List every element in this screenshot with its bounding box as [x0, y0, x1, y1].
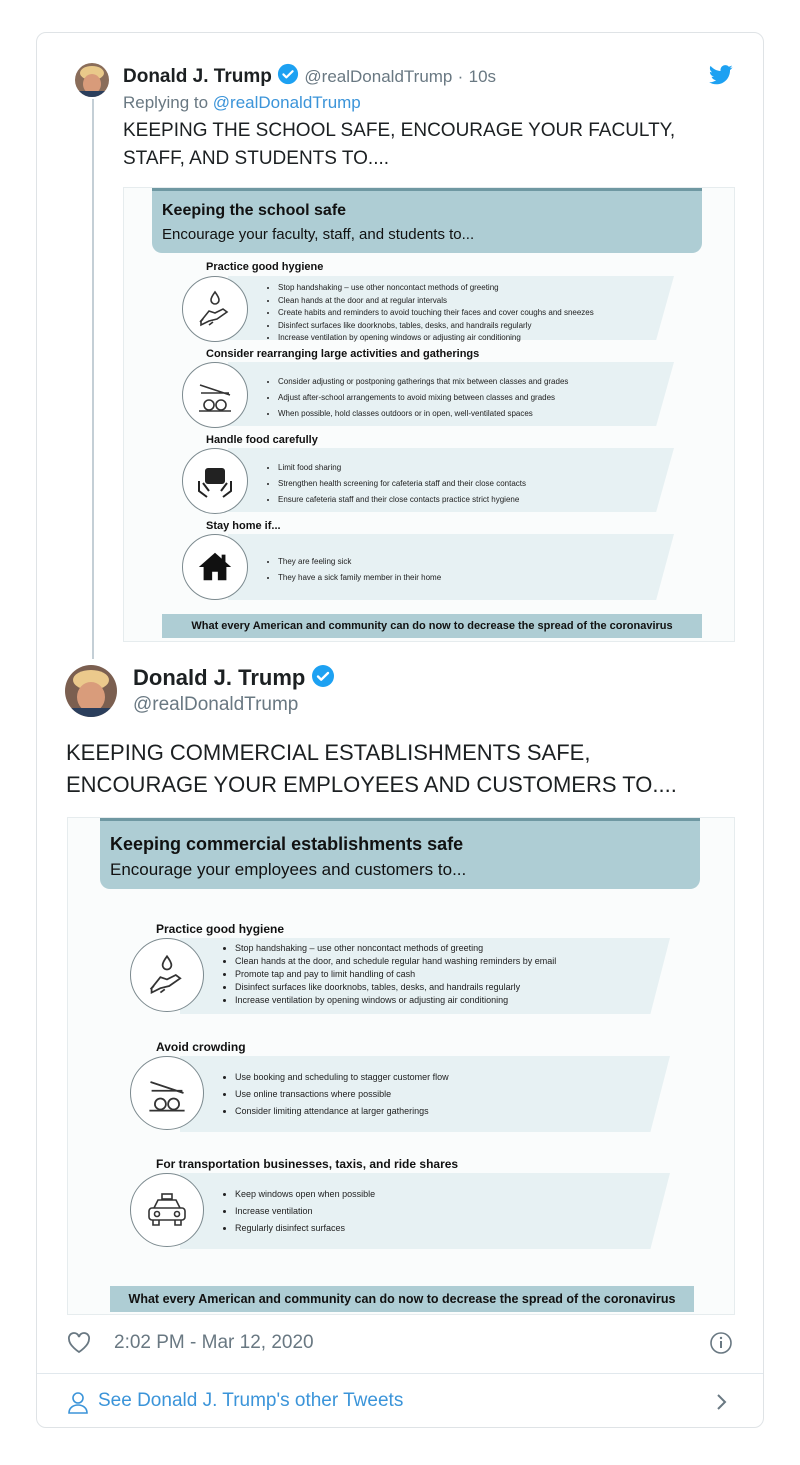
section-title: Practice good hygiene: [206, 261, 324, 273]
list-item: • Increase ventilation by opening windows or adjusting air conditioning: [235, 994, 556, 1007]
infographic-title: Keeping the school safe: [162, 202, 347, 219]
section-title: Consider rearranging large activities and gatherings: [206, 348, 480, 360]
list-item: • Stop handshaking – use other noncontact methods of greeting: [235, 942, 556, 955]
tweet-text-line: KEEPING THE SCHOOL SAFE, ENCOURAGE YOUR FACULTY,: [123, 120, 676, 141]
commercial-infographic-image[interactable]: [67, 817, 735, 1315]
list-item: • Strengthen health screening for cafeteria staff and their close contacts: [278, 476, 526, 492]
list-item: • Consider limiting attendance at larger gatherings: [235, 1103, 449, 1120]
handwashing-icon: [130, 938, 204, 1012]
info-icon[interactable]: [709, 1331, 733, 1360]
avatar[interactable]: [65, 665, 117, 717]
divider: [37, 1373, 763, 1374]
list-item: • Use booking and scheduling to stagger customer flow: [235, 1069, 449, 1086]
list-item: • Disinfect surfaces like doorknobs, tables, desks, and handrails regularly: [278, 320, 594, 333]
infographic-subtitle: Encourage your faculty, staff, and students to...: [162, 226, 475, 243]
embedded-tweet-card: [36, 32, 764, 1428]
taxi-icon: [130, 1173, 204, 1247]
tweet-text-line: STAFF, AND STUDENTS TO....: [123, 148, 390, 169]
tweet-time-ago[interactable]: 10s: [468, 67, 497, 87]
infographic-subtitle: Encourage your employees and customers to...: [110, 860, 467, 879]
verified-badge-icon: [277, 63, 299, 91]
infographic-footer-banner: What every American and community can do now to decrease the spread of the coronavirus: [162, 614, 702, 638]
infographic-footer-banner: What every American and community can do now to decrease the spread of the coronavirus: [110, 1286, 694, 1312]
infographic-header-banner: [152, 188, 702, 253]
section-title: Avoid crowding: [156, 1040, 246, 1054]
list-item: • Increase ventilation: [235, 1203, 375, 1220]
list-item: • Regularly disinfect surfaces: [235, 1220, 375, 1237]
list-item: • Promote tap and pay to limit handling of cash: [235, 968, 556, 981]
author-handle[interactable]: @realDonaldTrump: [304, 67, 453, 87]
list-item: • When possible, hold classes outdoors or in open, well-ventilated spaces: [278, 406, 568, 422]
author-name[interactable]: Donald J. Trump: [123, 66, 272, 88]
list-item: • Stop handshaking – use other noncontact methods of greeting: [278, 282, 594, 295]
replying-prefix: Replying to: [123, 93, 209, 112]
tweet-timestamp[interactable]: 2:02 PM - Mar 12, 2020: [114, 1332, 314, 1353]
list-item: • Keep windows open when possible: [235, 1186, 375, 1203]
avatar[interactable]: [75, 63, 109, 97]
list-item: • Increase ventilation by opening windows or adjusting air conditioning: [278, 332, 594, 345]
section-title: Stay home if...: [206, 520, 281, 532]
separator-dot: ·: [457, 67, 464, 87]
section-title: Handle food carefully: [206, 434, 318, 446]
school-infographic-image[interactable]: [123, 187, 735, 642]
handwashing-icon: [182, 276, 248, 342]
list-item: • Ensure cafeteria staff and their close contacts practice strict hygiene: [278, 492, 526, 508]
list-item: • They have a sick family member in their home: [278, 570, 441, 586]
see-other-tweets-label[interactable]: See Donald J. Trump's other Tweets: [98, 1390, 404, 1411]
author-handle[interactable]: @realDonaldTrump: [133, 694, 299, 715]
author-name[interactable]: Donald J. Trump: [133, 664, 306, 690]
list-item: • Disinfect surfaces like doorknobs, tables, desks, and handrails regularly: [235, 981, 556, 994]
section-title: Practice good hygiene: [156, 922, 285, 936]
food-care-icon: [182, 448, 248, 514]
person-icon: [67, 1391, 89, 1420]
like-heart-icon[interactable]: [67, 1332, 91, 1359]
list-item: • They are feeling sick: [278, 554, 441, 570]
list-item: • Consider adjusting or postponing gatherings that mix between classes and grades: [278, 374, 568, 390]
chevron-right-icon: [715, 1392, 729, 1417]
list-item: • Clean hands at the door and at regular intervals: [278, 295, 594, 308]
see-other-tweets-link[interactable]: [67, 1389, 733, 1415]
list-item: • Use online transactions where possible: [235, 1086, 449, 1103]
replying-to-link[interactable]: @realDonaldTrump: [212, 93, 361, 112]
verified-badge-icon: [311, 664, 335, 694]
house-icon: [182, 534, 248, 600]
list-item: • Limit food sharing: [278, 460, 526, 476]
tweet-text-line: ENCOURAGE YOUR EMPLOYEES AND CUSTOMERS TO....: [66, 772, 677, 797]
twitter-bird-icon[interactable]: [709, 65, 733, 90]
infographic-title: Keeping commercial establishments safe: [110, 834, 464, 854]
section-title: For transportation businesses, taxis, and ride shares: [156, 1157, 459, 1171]
no-crowds-icon: [130, 1056, 204, 1130]
thread-line: [92, 99, 94, 659]
list-item: • Create habits and reminders to avoid touching their faces and cover coughs and sneezes: [278, 307, 594, 320]
tweet-text-line: KEEPING COMMERCIAL ESTABLISHMENTS SAFE,: [66, 740, 591, 765]
no-crowds-icon: [182, 362, 248, 428]
list-item: • Clean hands at the door, and schedule regular hand washing reminders by email: [235, 955, 556, 968]
list-item: • Adjust after-school arrangements to avoid mixing between classes and grades: [278, 390, 568, 406]
